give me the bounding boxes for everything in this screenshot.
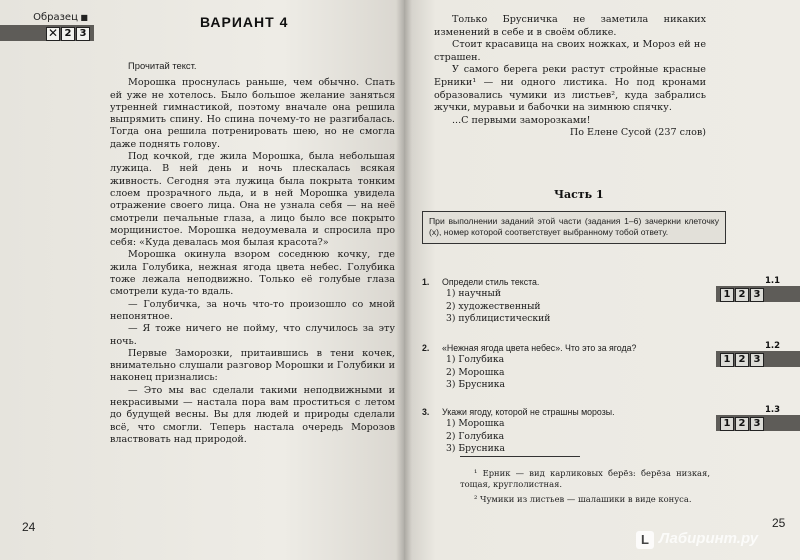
footnote: ² Чумики из листьев — шалашики в виде конуса. — [474, 494, 692, 504]
part-title: Часть 1 — [554, 188, 604, 201]
answer-box[interactable]: 1 — [720, 288, 734, 302]
paragraph: Первые Заморозки, притаившись в тени кочек, внимательно слушали разговор Морошки и Голубики и наконец признались: — [110, 347, 395, 384]
book-gutter — [396, 0, 412, 560]
author-credit: По Елене Сусой (237 слов) — [569, 127, 706, 139]
story-continuation — [434, 14, 706, 140]
sample-label: Образец ■ — [0, 12, 94, 23]
question-text: «Нежная ягода цвета небес». Что это за ягода? — [442, 343, 637, 353]
sample-bar — [0, 25, 94, 41]
answer-box[interactable]: 1 — [720, 417, 734, 431]
question-number: 1. — [422, 277, 430, 287]
answer-option: 3) Брусника — [446, 379, 506, 391]
answer-tab-1-3 — [716, 405, 800, 431]
sample-marker — [0, 12, 94, 41]
paragraph: Морошка проснулась раньше, чем обычно. Спать ей уже не хотелось. Было большое желание заняться утренней гимнастикой, поэтому вначале она решила выпрямить спину. Но спина почему-то не разгибалась. Тогда она решила потренировать шею, но не смогла даже поднять голову. — [110, 77, 395, 150]
answer-option: 2) Морошка — [446, 366, 505, 378]
answer-option: 1) Голубика — [446, 354, 505, 365]
paragraph: Только Брусничка не заметила никаких изменений в себе и в своём облике. — [434, 14, 706, 38]
sample-boxes — [46, 27, 90, 41]
answer-tab-1-1 — [716, 276, 800, 302]
watermark-logo: L — [636, 531, 654, 549]
answer-box[interactable]: 2 — [735, 288, 749, 302]
answer-box[interactable]: 3 — [750, 353, 764, 367]
question-number: 2. — [422, 343, 430, 353]
footnote-divider — [460, 456, 580, 457]
footnote: ¹ Ерник — вид карликовых берёз: берёза низкая, тощая, круглолистная. — [460, 468, 710, 489]
answer-option: 3) Брусника — [446, 443, 506, 455]
page-number-left: 24 — [22, 520, 36, 534]
question-1 — [422, 276, 712, 326]
answer-tab-label: 1.2 — [764, 341, 780, 351]
answer-option: 3) публицистический — [446, 313, 551, 325]
answer-option: 1) Морошка — [446, 418, 505, 429]
paragraph: — Я тоже ничего не пойму, что случилось за эту ночь. — [110, 323, 395, 347]
question-2 — [422, 342, 712, 392]
answer-option: 2) Голубика — [446, 430, 505, 442]
paragraph: Под кочкой, где жила Морошка, была небольшая лужица. В ней день и ночь плескалась всякая живность. Сегодня эта лужица была покрыта тонким слоем прозрачного льда, и в ней Морошка увидела отражение своего лица. Она не узнала себя — на неё смотрели печальные глаза, а лицо было все покрыто морщинистое. Морошка недоумевала и спросила про себя: «Куда девалась моя былая красота?» — [110, 151, 395, 249]
answer-box[interactable]: 3 — [750, 417, 764, 431]
reading-text — [110, 60, 395, 446]
answer-box[interactable]: 1 — [720, 353, 734, 367]
answer-box[interactable]: 2 — [735, 417, 749, 431]
watermark-text: Лабиринт.ру — [659, 530, 759, 547]
reading-intro: Прочитай текст. — [128, 60, 197, 71]
variant-title: ВАРИАНТ 4 — [200, 14, 289, 30]
question-3 — [422, 406, 712, 456]
paragraph: — Это мы вас сделали такими неподвижными и некрасивыми — настала пора вам проститься с летом до будущей весны. Вы для людей и природы сделали всё, что смогли. Теперь настала очередь Морозов властвовать над природой. — [110, 384, 395, 445]
question-text: Укажи ягоду, которой не страшны морозы. — [442, 407, 615, 417]
answer-box[interactable]: 2 — [735, 353, 749, 367]
page-number-right: 25 — [772, 516, 786, 530]
answer-tab-label: 1.3 — [764, 405, 780, 415]
answer-tab-label: 1.1 — [764, 276, 780, 286]
answer-box[interactable]: 3 — [750, 288, 764, 302]
paragraph: ...С первыми заморозками! — [452, 114, 591, 126]
paragraph: Стоит красавица на своих ножках, и Мороз ей не страшен. — [434, 39, 706, 63]
answer-option: 2) художественный — [446, 300, 541, 312]
instruction-box: При выполнении заданий этой части (задания 1–6) зачеркни клеточку (x), номер которой соответствует выбранному тобой ответу. — [422, 211, 726, 244]
paragraph: — Голубичка, за ночь что-то произошло со мной непонятное. — [110, 298, 395, 322]
question-text: Определи стиль текста. — [442, 277, 540, 287]
paragraph: У самого берега реки растут стройные красные Ерники¹ — ни одного листика. Но под кронами образовались чумики из листьев², куда забрались жучки, муравьи и бабочки на зимнюю спячку. — [434, 64, 706, 114]
sample-box: 3 — [76, 27, 90, 41]
answer-tab-1-2 — [716, 341, 800, 367]
question-number: 3. — [422, 407, 430, 417]
paragraph: Морошка окинула взором соседнюю кочку, где жила Голубика, нежная ягода цвета небес. Голубика тоже лежала неподвижно. Только её голубые глаза смотрели куда-то вдаль. — [110, 249, 395, 298]
answer-option: 1) научный — [446, 288, 501, 299]
sample-box-crossed — [46, 27, 60, 41]
right-page — [404, 0, 800, 560]
sample-box: 2 — [61, 27, 75, 41]
